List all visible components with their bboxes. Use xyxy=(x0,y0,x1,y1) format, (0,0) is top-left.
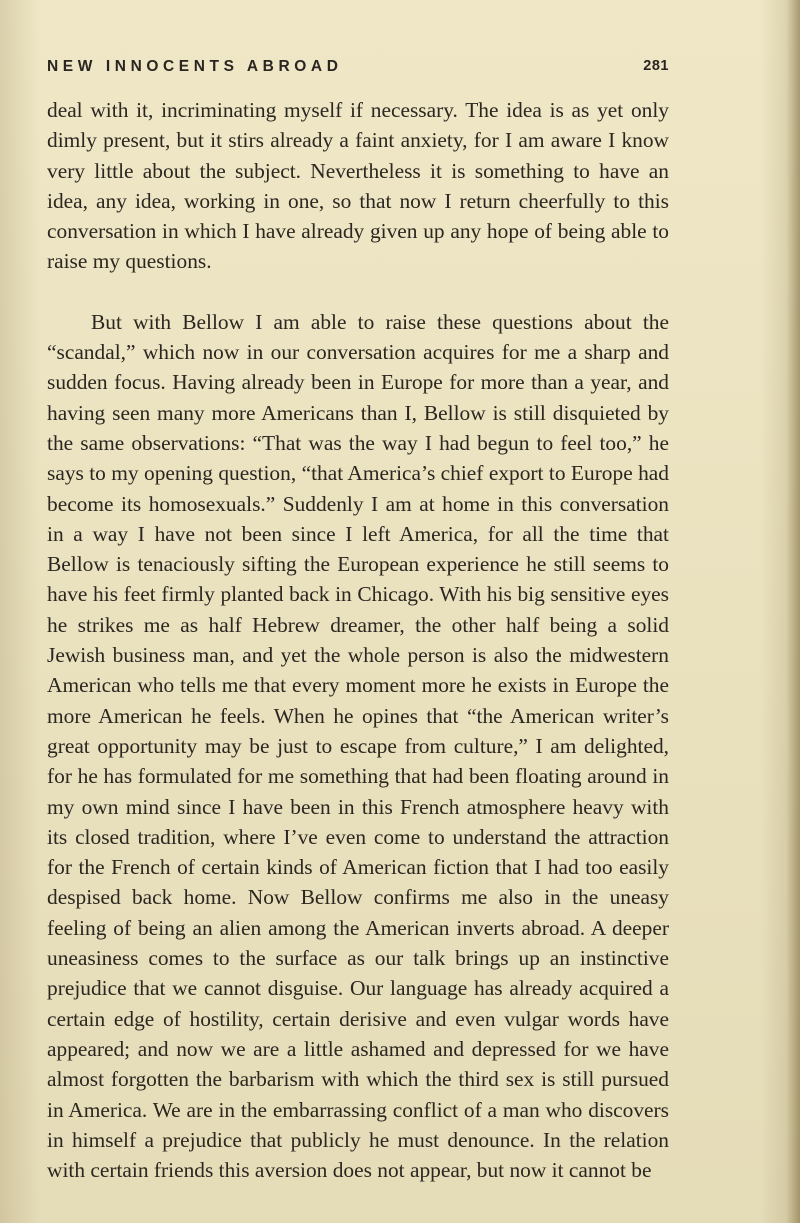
paragraph-bellow: But with Bellow I am able to raise these questions about the “scandal,” which now in our conversation acquires for me a sharp and sudden focus. Having already been in Europe for more than a year, and having seen many more Americans than I, Bellow is still disquieted by the same observations: “That was the way I had begun to feel too,” he says to my opening question, “that America’s chief export to Europe had become its homosexuals.” Suddenly I am at home in this conversation in a way I have not been since I left America, for all the time that Bellow is tenaciously sifting the European experience he still seems to have his feet firmly planted back in Chicago. With his big sensitive eyes he strikes me as half Hebrew dreamer, the other half being a solid Jewish business man, and yet the whole person is also the midwestern American who tells me that every moment more he exists in Europe the more American he feels. When he opines that “the American writer’s great opportunity may be just to escape from culture,” I am delighted, for he has formulated for me something that had been floating around in my own mind since I have been in this French atmosphere heavy with its closed tradition, where I’ve even come to understand the attraction for the French of certain kinds of American fiction that I had too easily despised back home. Now Bellow confirms me also in the uneasy feeling of being an alien among the American inverts abroad. A deeper uneasiness comes to the surface as our talk brings up an instinctive prejudice that we cannot disguise. Our language has already acquired a certain edge of hostility, certain derisive and even vulgar words have appeared; and now we are a little ashamed and depressed for we have almost forgotten the barbarism with which the third sex is still pursued in America. We are in the embarrassing conflict of a man who discovers in himself a prejudice that publicly he must denounce. In the relation with certain friends this aversion does not appear, but now it cannot be xyxy=(47,309,669,1183)
body-text xyxy=(47,95,669,1185)
paragraph-continued: deal with it, incriminating myself if necessary. The idea is as yet only dimly present, but it stirs already a faint anxiety, for I am aware I know very little about the subject. Nevertheless it is something to have an idea, any idea, working in one, so that now I return cheerfully to this conversation in which I have already given up any hope of being able to raise my questions. xyxy=(47,98,669,274)
running-head xyxy=(47,58,669,82)
page-number: 281 xyxy=(643,58,669,74)
book-title: NEW INNOCENTS ABROAD xyxy=(47,58,343,75)
